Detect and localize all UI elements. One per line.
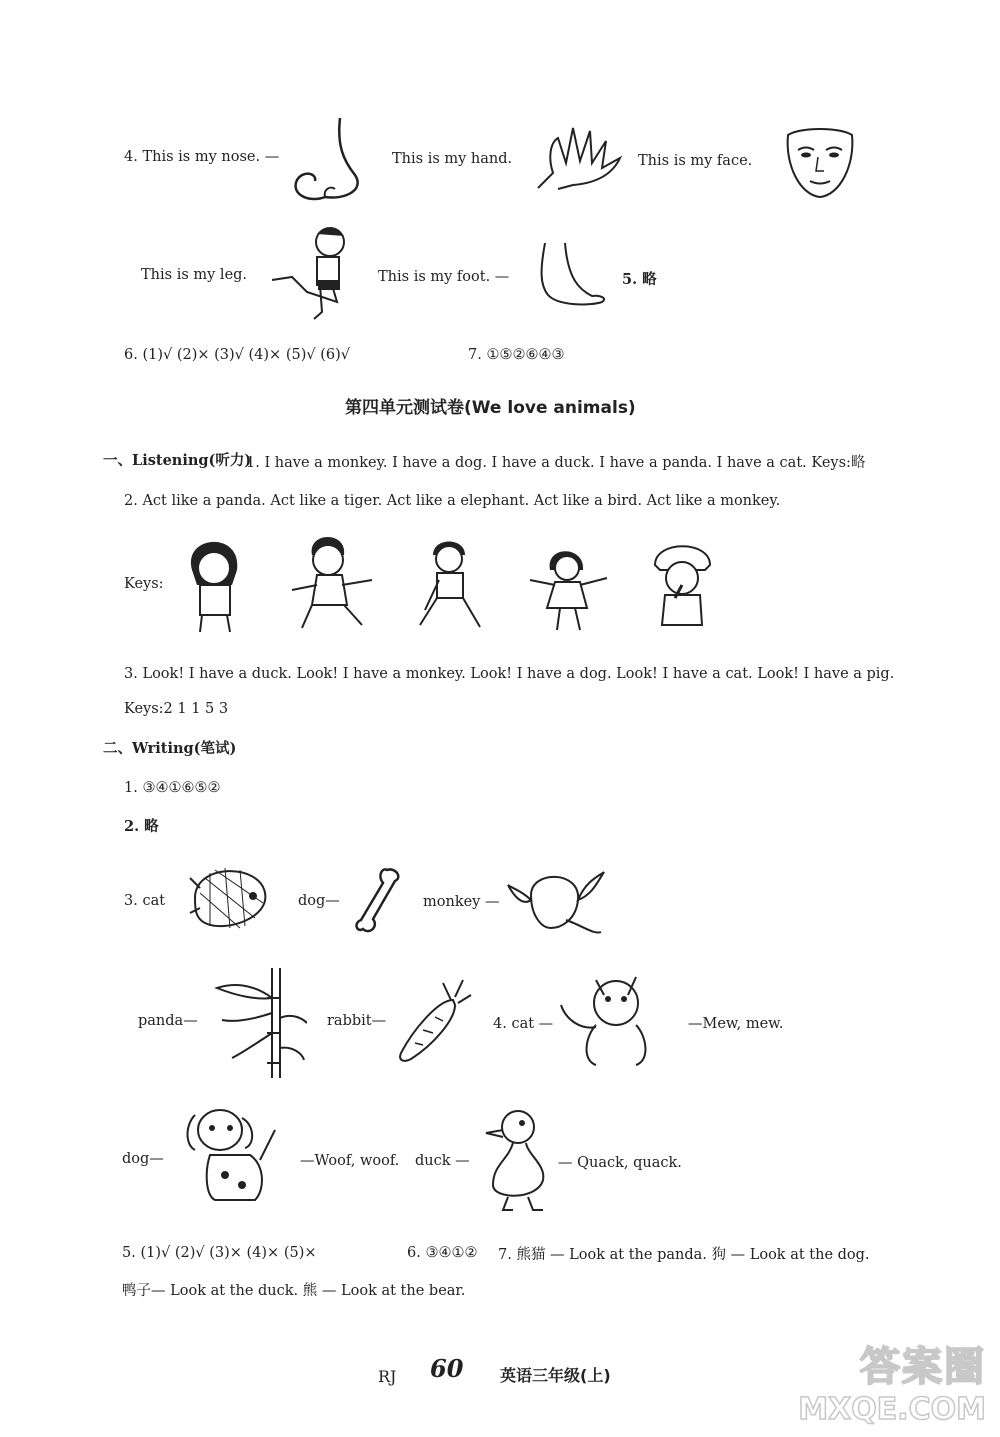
writing-q7-line2: 鸭子— Look at the duck. 熊 — Look at the bear.: [122, 1283, 466, 1299]
writing-q7-line1: 7. 熊猫 — Look at the panda. 狗 — Look at the dog.: [498, 1247, 870, 1263]
writing-q4-woof: —Woof, woof.: [300, 1153, 400, 1169]
writing-q4-duck: duck —: [415, 1153, 470, 1169]
q7-text: 7. ①⑤②⑥④③: [468, 347, 565, 363]
writing-q3-monkey: monkey —: [423, 894, 500, 910]
cat-drawing: [556, 965, 666, 1075]
boy-elephant-act-drawing: [405, 535, 495, 635]
hand-drawing: [528, 123, 628, 193]
foot-drawing: [520, 240, 610, 310]
bone-drawing: [355, 865, 405, 935]
q4-foot-text: This is my foot. —: [378, 269, 510, 285]
writing-q4-quack: — Quack, quack.: [558, 1155, 682, 1171]
peach-drawing: [506, 860, 606, 935]
face-drawing: [780, 125, 860, 200]
writing-q1: 1. ③④①⑥⑤②: [124, 780, 221, 796]
q6-text: 6. (1)√ (2)× (3)√ (4)× (5)√ (6)√: [124, 347, 350, 363]
watermark-site: MXQE.COM: [798, 1392, 986, 1427]
page-number: 60: [430, 1354, 464, 1383]
edition-label: RJ: [378, 1367, 397, 1386]
boy-monkey-act-drawing: [640, 540, 725, 635]
writing-q4-dog: dog—: [122, 1151, 164, 1167]
watermark-logo: 答案圈: [860, 1344, 986, 1390]
writing-q6: 6. ③④①②: [407, 1245, 478, 1261]
q4-face-text: This is my face.: [638, 153, 753, 169]
writing-q5: 5. (1)√ (2)√ (3)× (4)× (5)×: [122, 1245, 317, 1261]
book-title: 英语三年级(上): [500, 1366, 611, 1385]
boy-tiger-act-drawing: [282, 530, 382, 635]
writing-q4-mew: —Mew, mew.: [688, 1016, 784, 1032]
bamboo-drawing: [212, 968, 307, 1078]
writing-q3-dog: dog—: [298, 893, 340, 909]
q4-hand-text: This is my hand.: [392, 151, 513, 167]
dog-drawing: [180, 1100, 280, 1210]
carrot-drawing: [393, 975, 473, 1065]
listening-heading: 一、Listening(听力): [103, 452, 252, 469]
q5-text: 5. 略: [622, 271, 657, 288]
listening-q3: 3. Look! I have a duck. Look! I have a monkey. Look! I have a dog. Look! I have a cat. Look! I have a pig.: [124, 666, 895, 682]
girl-panda-act-drawing: [172, 530, 257, 635]
listening-q2: 2. Act like a panda. Act like a tiger. Act like a elephant. Act like a bird. Act like a monkey.: [124, 493, 781, 509]
listening-q1: 1. I have a monkey. I have a dog. I have a duck. I have a panda. I have a cat. Keys:略: [246, 455, 866, 471]
watermark: [798, 1335, 986, 1427]
keys-label: Keys:: [124, 576, 164, 592]
writing-q3-cat: 3. cat: [124, 893, 166, 909]
unit4-title: 第四单元测试卷(We love animals): [345, 398, 636, 418]
girl-bird-act-drawing: [525, 540, 610, 635]
writing-q3-panda: panda—: [138, 1013, 198, 1029]
fish-drawing: [185, 858, 275, 938]
listening-q3-keys: Keys:2 1 1 5 3: [124, 701, 229, 717]
q4-nose-text: 4. This is my nose. —: [124, 149, 280, 165]
q4-leg-text: This is my leg.: [141, 267, 248, 283]
writing-q4-cat: 4. cat —: [493, 1016, 554, 1032]
writing-heading: 二、Writing(笔试): [103, 740, 237, 757]
boy-leg-drawing: [262, 222, 357, 322]
duck-drawing: [478, 1105, 553, 1215]
writing-q2: 2. 略: [124, 818, 159, 835]
writing-q3-rabbit: rabbit—: [327, 1013, 387, 1029]
nose-drawing: [285, 115, 375, 205]
